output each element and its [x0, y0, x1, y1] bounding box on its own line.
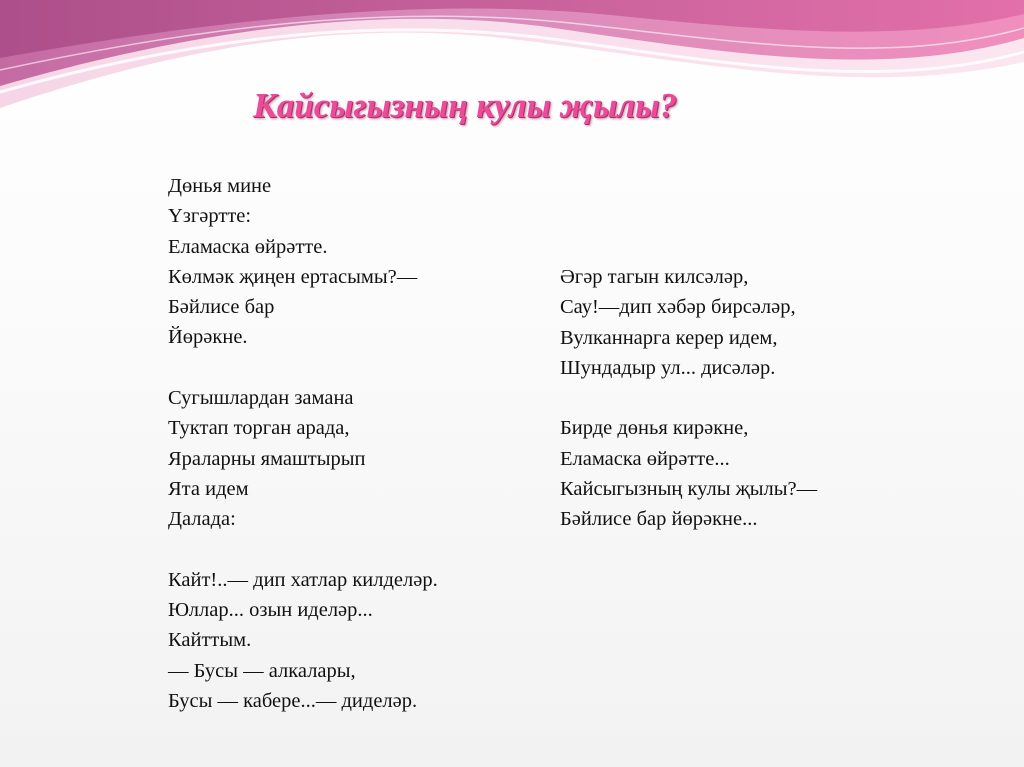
poem-line: Бәйлисе бар — [168, 296, 275, 319]
poem-line: Туктап торган арада, — [168, 417, 350, 440]
poem-right-column — [560, 262, 980, 535]
poem-line: Көлмәк җиңен ертасымы?— — [168, 265, 418, 288]
poem-line: Кайттым. — [168, 629, 252, 652]
poem-line: Кайт!..— дип хатлар килделәр. — [168, 568, 438, 591]
stanza-gap — [168, 535, 538, 565]
poem-line: Әгәр тагын килсәләр, — [560, 266, 749, 288]
poem-line: Бирде дөнья кирәкне, — [560, 417, 749, 440]
slide-title: Кайсыгызның кулы җылы? — [253, 86, 677, 125]
stanza-3 — [168, 565, 538, 716]
poem-line: Шундадыр ул... дисәләр. — [560, 356, 776, 379]
poem-line: Бәйлисе бар йөрәкне... — [560, 508, 758, 531]
poem-line: Үзгәртте: — [168, 205, 252, 228]
poem-line: Сугышлардан замана — [168, 387, 354, 410]
poem-line: Дөнья мине — [168, 175, 272, 197]
poem-line: — Бусы — алкалары, — [168, 659, 356, 682]
poem-line: Еламаска өйрәтте. — [168, 235, 328, 258]
poem-line: Сау!—дип хәбәр бирсәләр, — [560, 296, 796, 319]
poem-line: Ята идем — [168, 477, 249, 500]
poem-line: Далада: — [168, 508, 236, 531]
poem-line: Яраларны ямаштырып — [168, 447, 366, 470]
stanza-gap — [560, 383, 980, 413]
poem-line: Кайсыгызның кулы җылы?— — [560, 478, 818, 501]
poem-line: Еламаска өйрәтте... — [560, 447, 730, 470]
stanza-1 — [168, 171, 538, 353]
stanza-5 — [560, 413, 980, 534]
stanza-4 — [560, 262, 980, 383]
poem-line: Йөрәкне. — [168, 326, 248, 349]
stanza-2 — [168, 383, 538, 534]
poem-line: Юллар... озын иделәр... — [168, 599, 373, 622]
poem-line: Бусы — кабере...— диделәр. — [168, 690, 418, 713]
poem-left-column — [168, 171, 538, 716]
stanza-gap — [168, 353, 538, 383]
poem-line: Вулканнарга керер идем, — [560, 326, 778, 349]
